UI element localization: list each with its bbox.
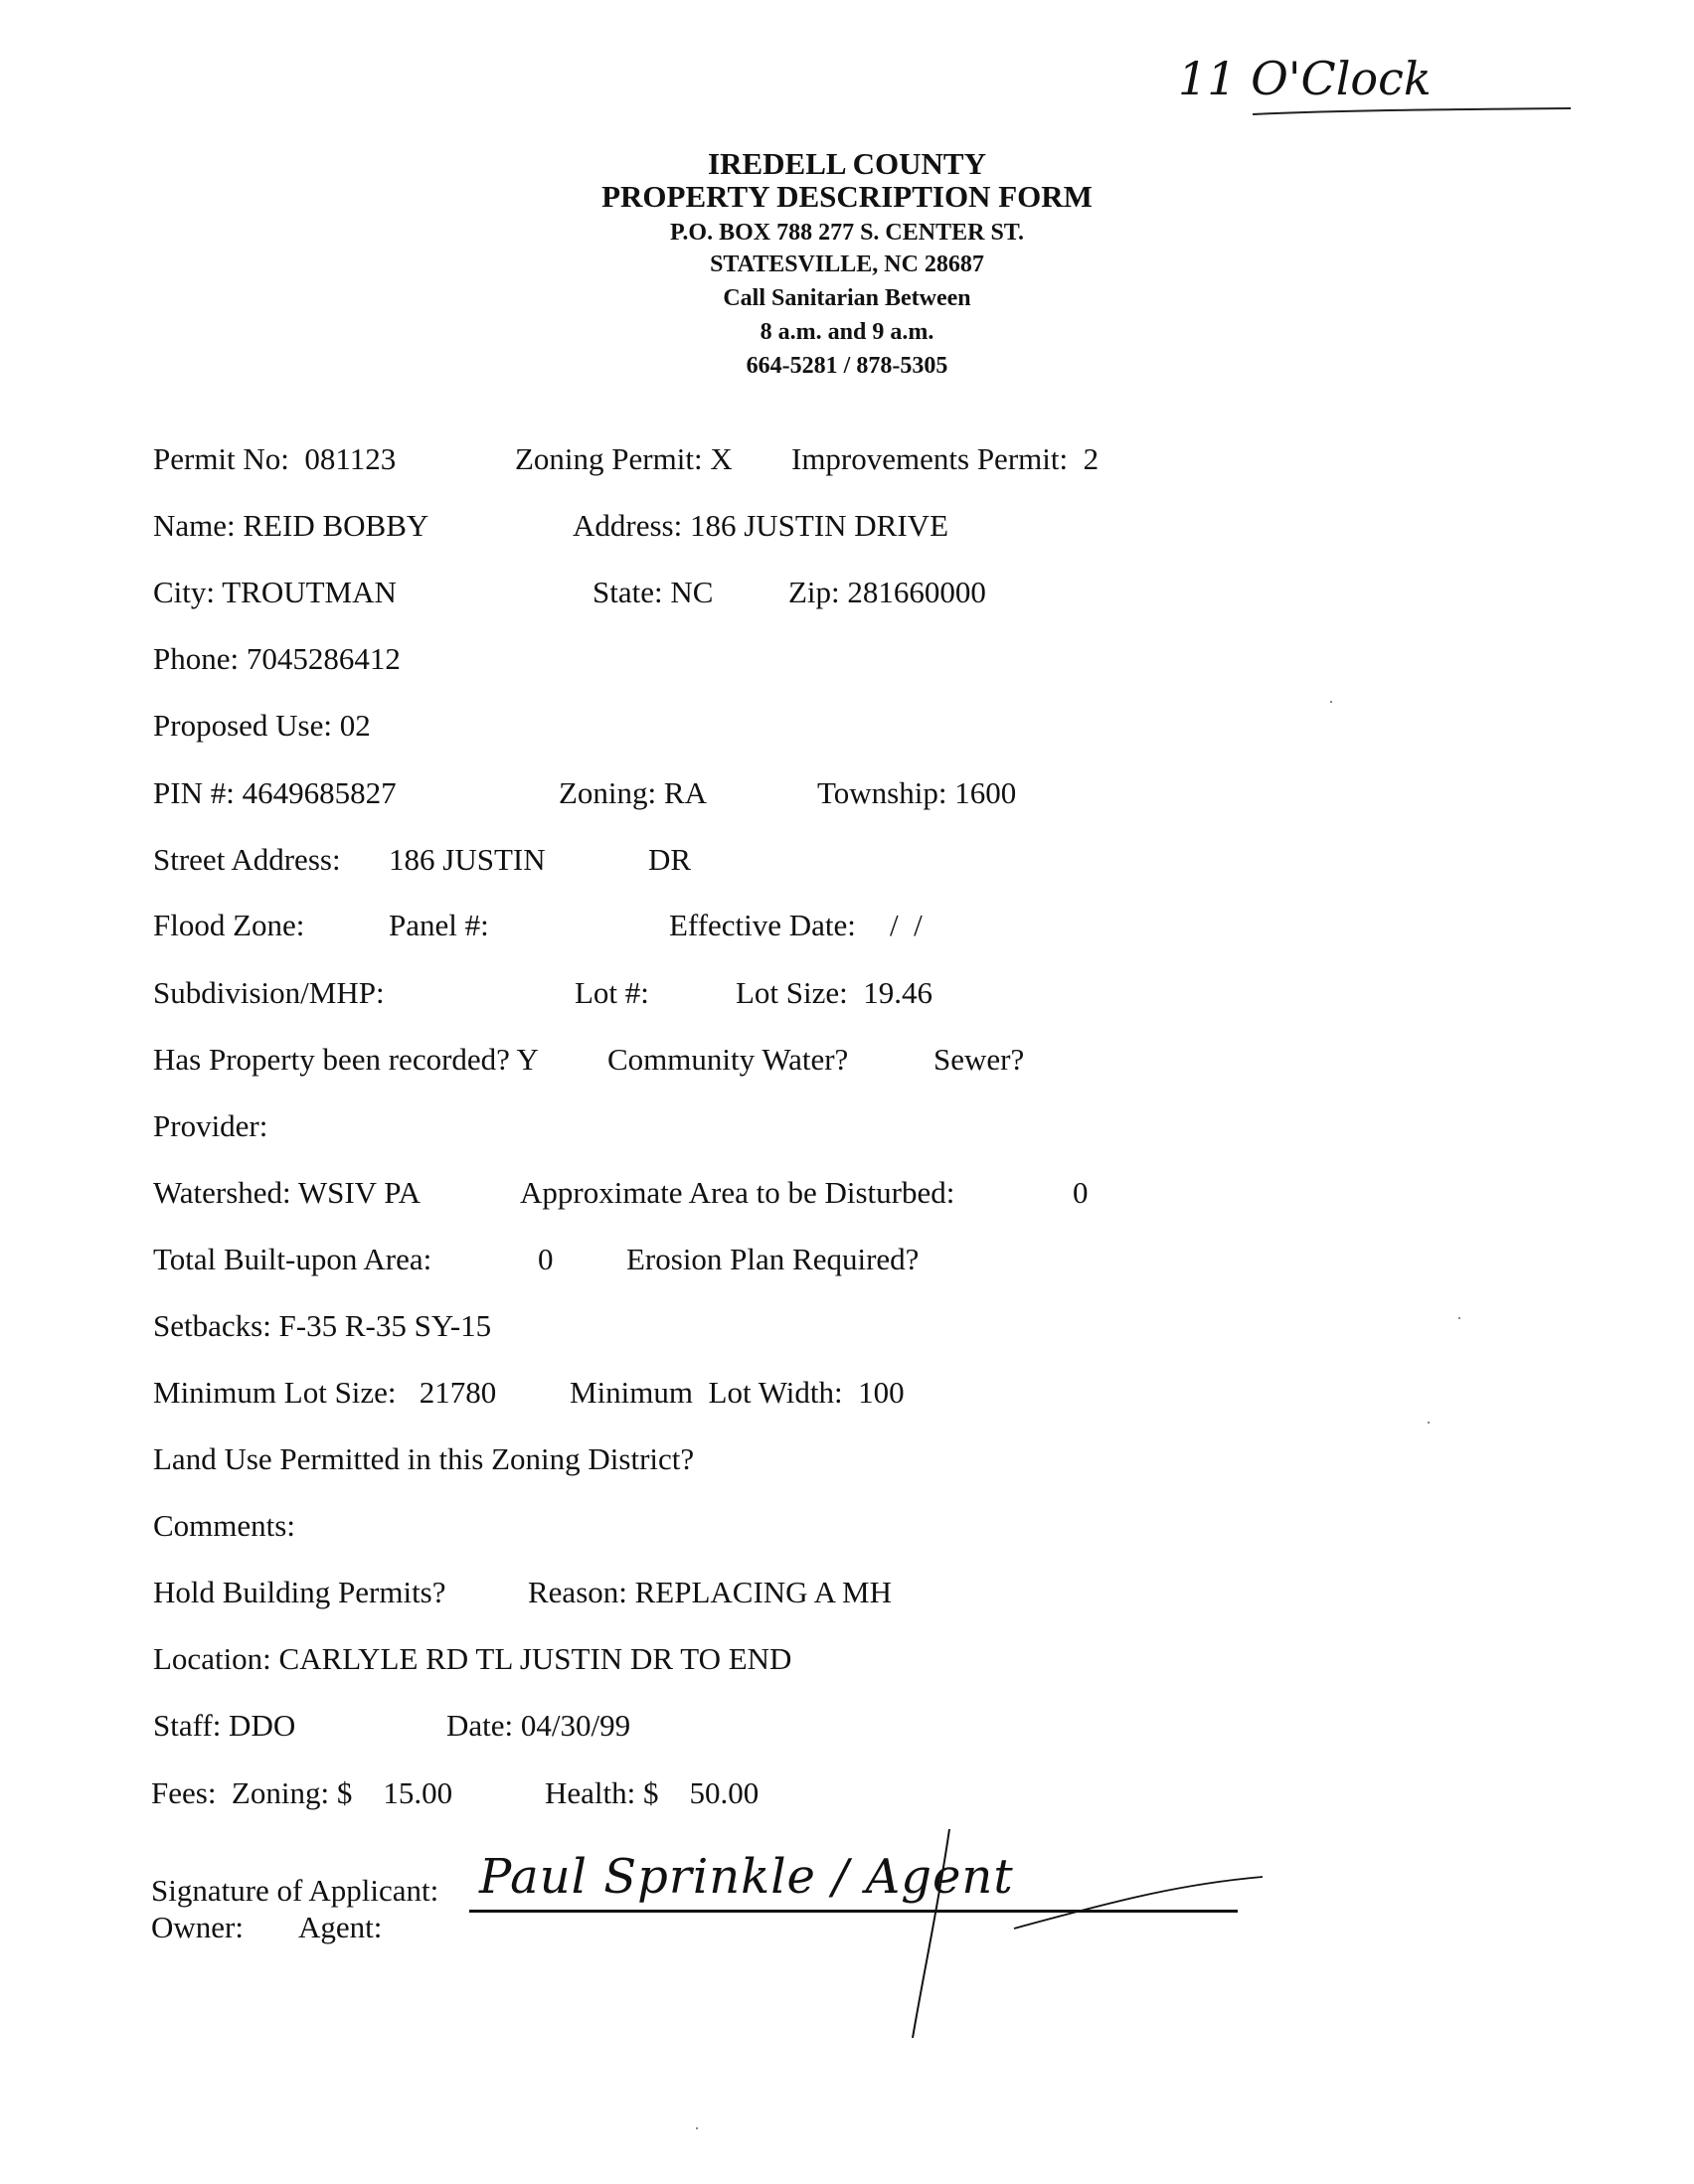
scan-speck <box>1458 1317 1460 1319</box>
header-phones: 664-5281 / 878-5305 <box>746 353 948 379</box>
handwritten-note-underline <box>1248 104 1576 124</box>
applicant-address: Address: 186 JUSTIN DRIVE <box>573 508 949 543</box>
street-address-label: Street Address: <box>153 842 341 877</box>
zoning-permit: Zoning Permit: X <box>515 441 733 476</box>
phone: Phone: 7045286412 <box>153 641 401 676</box>
applicant-name: Name: REID BOBBY <box>153 508 429 543</box>
form-title: PROPERTY DESCRIPTION FORM <box>601 179 1093 214</box>
agent-label: Agent: <box>298 1910 383 1944</box>
effective-date-value: / / <box>890 908 923 942</box>
state: State: NC <box>593 575 714 609</box>
fees-health: Health: $ 50.00 <box>545 1775 760 1810</box>
area-disturbed-value: 0 <box>1073 1175 1089 1210</box>
built-upon-area-value: 0 <box>538 1242 554 1276</box>
panel-no: Panel #: <box>389 908 489 942</box>
applicant-signature: Paul Sprinkle / Agent <box>479 1849 1014 1905</box>
provider: Provider: <box>153 1108 268 1143</box>
scan-speck <box>1428 1422 1430 1424</box>
street-suffix: DR <box>648 842 692 877</box>
property-recorded: Has Property been recorded? Y <box>153 1042 539 1077</box>
setbacks: Setbacks: F-35 R-35 SY-15 <box>153 1308 492 1343</box>
subdivision: Subdivision/MHP: <box>153 975 385 1010</box>
signature-flourish <box>865 1789 1263 2048</box>
pin: PIN #: 4649685827 <box>153 775 397 810</box>
township: Township: 1600 <box>817 775 1017 810</box>
fees-zoning: Fees: Zoning: $ 15.00 <box>151 1775 453 1810</box>
watershed: Watershed: WSIV PA <box>153 1175 422 1210</box>
erosion-plan: Erosion Plan Required? <box>626 1242 920 1276</box>
handwritten-time-note: 11 O'Clock <box>1178 52 1432 105</box>
minimum-lot-size: Minimum Lot Size: 21780 <box>153 1375 497 1410</box>
signature-label: Signature of Applicant: <box>151 1873 439 1908</box>
sewer: Sewer? <box>933 1042 1025 1077</box>
comments: Comments: <box>153 1508 295 1543</box>
zoning: Zoning: RA <box>559 775 707 810</box>
built-upon-area-label: Total Built-upon Area: <box>153 1242 432 1276</box>
header-address-line1: P.O. BOX 788 277 S. CENTER ST. <box>669 220 1025 246</box>
land-use-permitted: Land Use Permitted in this Zoning District? <box>153 1441 695 1476</box>
permit-no: Permit No: 081123 <box>153 441 397 476</box>
city: City: TROUTMAN <box>153 575 397 609</box>
improvements-permit: Improvements Permit: 2 <box>791 441 1100 476</box>
scan-speck <box>696 2127 698 2129</box>
street-address-value: 186 JUSTIN <box>389 842 546 877</box>
header-address-line2: STATESVILLE, NC 28687 <box>710 252 984 277</box>
area-disturbed-label: Approximate Area to be Disturbed: <box>520 1175 955 1210</box>
zip: Zip: 281660000 <box>788 575 986 609</box>
minimum-lot-width: Minimum Lot Width: 100 <box>570 1375 905 1410</box>
owner-label: Owner: <box>151 1910 244 1944</box>
hold-building-permits: Hold Building Permits? <box>153 1575 446 1609</box>
staff: Staff: DDO <box>153 1708 296 1743</box>
header-call-line2: 8 a.m. and 9 a.m. <box>760 319 934 345</box>
effective-date-label: Effective Date: <box>669 908 856 942</box>
scan-speck <box>1330 701 1332 703</box>
lot-size: Lot Size: 19.46 <box>736 975 933 1010</box>
community-water: Community Water? <box>607 1042 849 1077</box>
lot-no: Lot #: <box>575 975 649 1010</box>
location: Location: CARLYLE RD TL JUSTIN DR TO END <box>153 1641 792 1676</box>
header-call-line1: Call Sanitarian Between <box>723 285 971 311</box>
proposed-use: Proposed Use: 02 <box>153 708 371 743</box>
flood-zone: Flood Zone: <box>153 908 305 942</box>
county-title: IREDELL COUNTY <box>708 146 986 181</box>
reason: Reason: REPLACING A MH <box>528 1575 892 1609</box>
date: Date: 04/30/99 <box>446 1708 631 1743</box>
